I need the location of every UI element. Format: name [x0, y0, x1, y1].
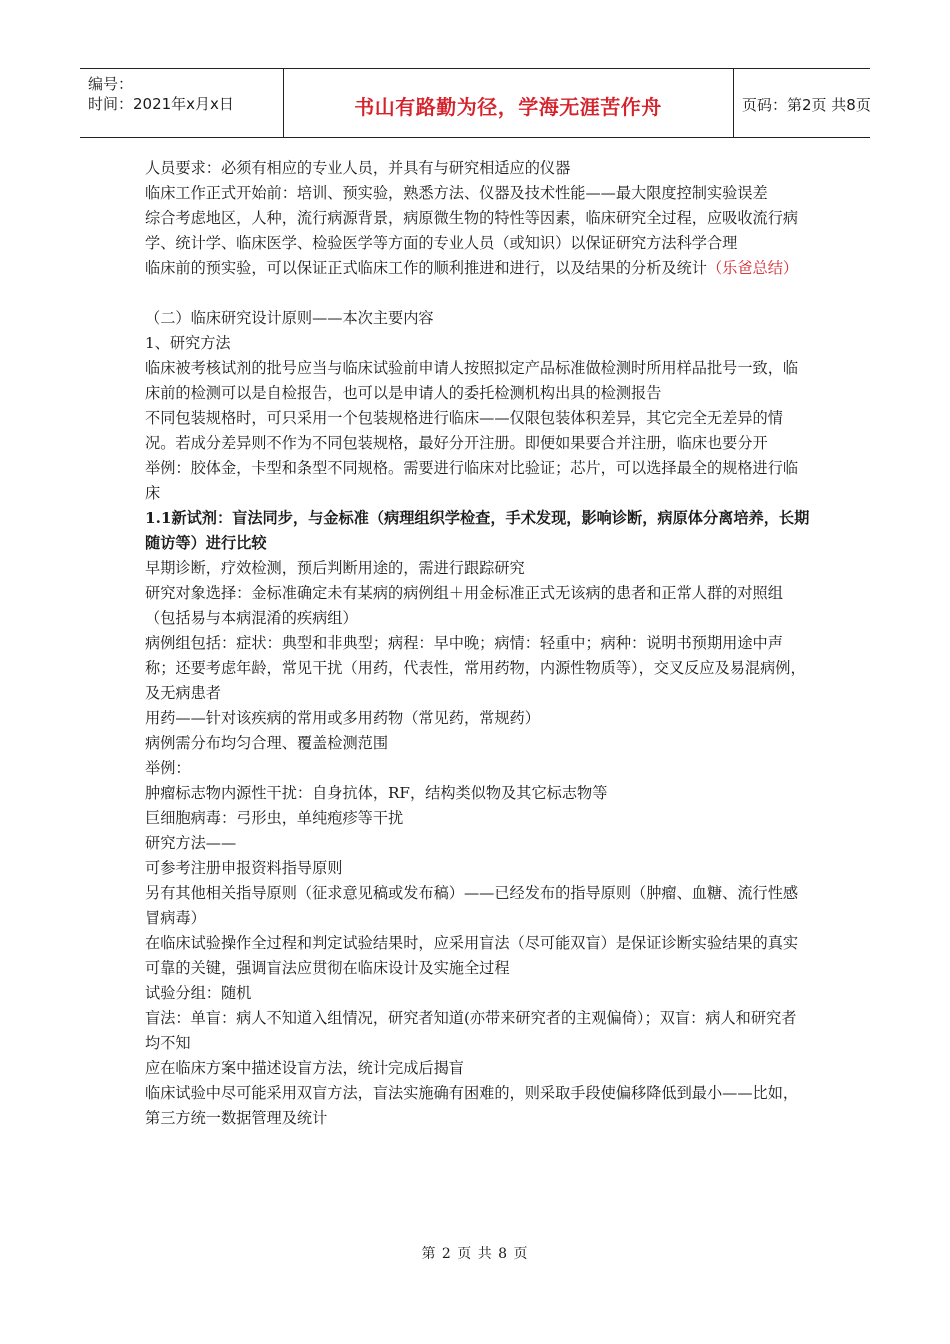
header-meta-cell [80, 69, 284, 137]
paragraph: 应在临床方案中描述设盲方法，统计完成后揭盲 [145, 1059, 464, 1077]
header-page-cell [733, 69, 870, 137]
page-header [80, 68, 870, 138]
paragraph: 研究方法—— [145, 834, 237, 852]
paragraph: 试验分组：随机 [145, 984, 252, 1002]
blank-line [145, 281, 811, 306]
paragraph: 临床被考核试剂的批号应当与临床试验前申请人按照拟定产品标准做检测时所用样品批号一致，临床前的检测可以是自检报告，也可以是申请人的委托检测机构出具的检测报告 [145, 359, 799, 402]
paragraph: 临床试验中尽可能采用双盲方法，盲法实施确有困难的，则采取手段使偏移降低到最小——比如，第三方统一数据管理及统计 [145, 1084, 799, 1127]
page-footer: 第 2 页 共 8 页 [421, 1246, 529, 1262]
paragraph: 肿瘤标志物内源性干扰：自身抗体，RF，结构类似物及其它标志物等 [145, 784, 608, 802]
paragraph: 可参考注册申报资料指导原则 [145, 859, 343, 877]
paragraph: 在临床试验操作全过程和判定试验结果时，应采用盲法（尽可能双盲）是保证诊断实验结果的真实可靠的关键，强调盲法应贯彻在临床设计及实施全过程 [145, 934, 799, 977]
paragraph-with-note [145, 256, 811, 281]
document-number-label: 编号： [88, 75, 134, 93]
paragraph: 盲法：单盲：病人不知道入组情况，研究者知道(亦带来研究者的主观偏倚）；双盲：病人和研究者均不知 [145, 1009, 797, 1052]
paragraph: 不同包装规格时，可只采用一个包装规格进行临床——仅限包装体积差异，其它完全无差异的情况。若成分差异则不作为不同包装规格，最好分开注册。即便如果要合并注册，临床也要分开 [145, 409, 783, 452]
paragraph: 举例：胶体金，卡型和条型不同规格。需要进行临床对比验证；芯片，可以选择最全的规格进行临床 [145, 459, 799, 502]
section-heading: （二）临床研究设计原则——本次主要内容 [145, 309, 434, 327]
author-note: （乐爸总结） [706, 259, 799, 277]
bold-heading: 1.1新试剂：盲法同步，与金标准（病理组织学检查，手术发现，影响诊断，病原体分离培养，长期随访等）进行比较 [145, 509, 810, 552]
paragraph: 举例： [145, 759, 191, 777]
paragraph: 早期诊断，疗效检测，预后判断用途的，需进行跟踪研究 [145, 559, 525, 577]
paragraph: 临床工作正式开始前：培训、预实验，熟悉方法、仪器及技术性能——最大限度控制实验误差 [145, 184, 768, 202]
paragraph: 研究对象选择：金标准确定未有某病的病例组＋用金标准正式无该病的患者和正常人群的对照组（包括易与本病混淆的疾病组） [145, 584, 783, 627]
header-motto-cell [283, 69, 734, 137]
subsection-heading: 1、研究方法 [145, 334, 231, 352]
document-body [145, 156, 811, 1131]
paragraph: 人员要求：必须有相应的专业人员，并具有与研究相适应的仪器 [145, 159, 571, 177]
paragraph: 病例组包括：症状：典型和非典型；病程：早中晚；病情：轻重中；病种：说明书预期用途中声称；还要考虑年龄，常见干扰（用药，代表性，常用药物，内源性物质等），交叉反应及易混病例，及无病患者 [145, 634, 806, 702]
paragraph: 巨细胞病毒：弓形虫，单纯疱疹等干扰 [145, 809, 404, 827]
paragraph: 综合考虑地区，人种，流行病源背景，病原微生物的特性等因素，临床研究全过程，应吸收流行病学、统计学、临床医学、检验医学等方面的专业人员（或知识）以保证研究方法科学合理 [145, 209, 799, 252]
paragraph: 用药——针对该疾病的常用或多用药物（常见药，常规药） [145, 709, 540, 727]
header-page-info: 页码：第2页 共8页 [742, 96, 871, 114]
document-date-label: 时间：2021年x月x日 [88, 95, 234, 113]
paragraph: 病例需分布均匀合理、覆盖检测范围 [145, 734, 388, 752]
header-motto: 书山有路勤为径，学海无涯苦作舟 [354, 95, 662, 119]
paragraph-text: 临床前的预实验，可以保证正式临床工作的顺利推进和进行，以及结果的分析及统计 [145, 259, 707, 277]
paragraph: 另有其他相关指导原则（征求意见稿或发布稿）——已经发布的指导原则（肿瘤、血糖、流行性感冒病毒） [145, 884, 799, 927]
